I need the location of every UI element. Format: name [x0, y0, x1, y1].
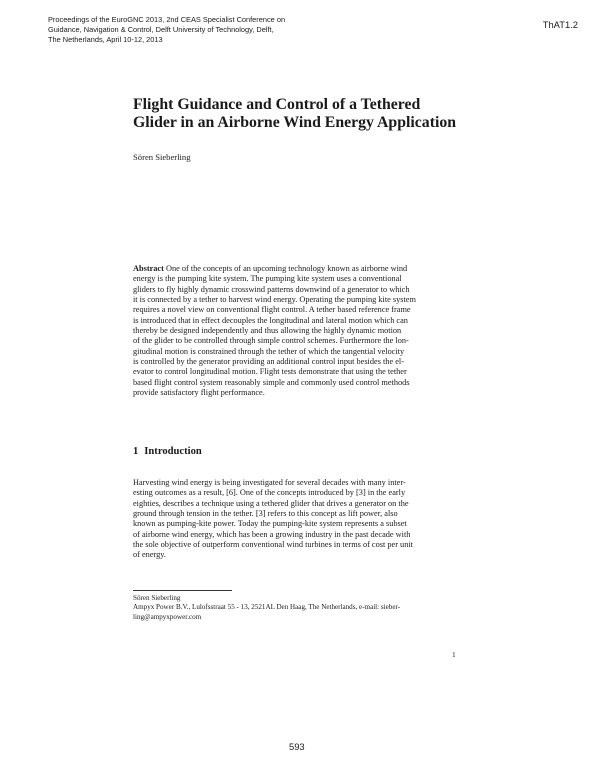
body-line: the sole objective of outperform conventional wind turbines in terms of cost per unit — [133, 540, 413, 550]
proceedings-page-number: 593 — [289, 741, 305, 752]
body-line: known as pumping-kite power. Today the pumping-kite system represents a subset — [133, 519, 407, 529]
body-line: of airborne wind energy, which has been a growing industry in the past decade with — [133, 529, 411, 539]
section-title: Introduction — [144, 446, 202, 457]
abstract-line: is introduced that in effect decouples the longitudinal and lateral motion which can — [133, 315, 408, 325]
body-line: eighties, describes a technique using a tethered glider that drives a generator on the — [133, 498, 409, 508]
title-line: Flight Guidance and Control of a Tethered — [133, 96, 421, 113]
abstract-line: of the glider to be controlled through simple control schemes. Furthermore the lon- — [133, 336, 409, 346]
abstract-line: gitudinal motion is constrained through the tether of which the tangential velocity — [133, 346, 405, 356]
proceedings-header — [48, 15, 378, 46]
footnote-line: Sören Sieberling — [133, 594, 181, 602]
page-number: 1 — [452, 650, 456, 659]
introduction-body — [133, 478, 467, 561]
footnote-line: Ampyx Power B.V., Lulofsstraat 55 - 13, 2521AL Den Haag, The Netherlands, e-mail: sieber- — [133, 603, 401, 612]
abstract — [133, 264, 467, 398]
author-footnote — [133, 594, 467, 622]
abstract-text: One of the concepts of an upcoming technology known as airborne wind — [163, 264, 408, 273]
header-line: Proceedings of the EuroGNC 2013, 2nd CEAS Specialist Conference on — [48, 15, 286, 24]
header-line: Guidance, Navigation & Control, Delft University of Technology, Delft, — [48, 25, 274, 35]
section-heading — [133, 446, 202, 457]
paper-title — [133, 96, 493, 132]
body-line: esting outcomes as a result, [6]. One of the concepts introduced by [3] in the early — [133, 488, 406, 498]
section-number: 1 — [133, 446, 139, 457]
body-line: of energy. — [133, 550, 166, 560]
abstract-line: evator to control longitudinal motion. Flight tests demonstrate that using the tether — [133, 367, 407, 377]
abstract-first-line — [133, 264, 467, 274]
body-line: Harvesting wind energy is being investigated for several decades with many inter- — [133, 478, 406, 487]
abstract-label: Abstract — [133, 264, 164, 273]
session-code: ThAT1.2 — [542, 19, 578, 30]
body-line: ground through tension in the tether. [3] refers to this concept as lift power, also — [133, 509, 398, 519]
header-line: The Netherlands, April 10-12, 2013 — [48, 35, 163, 45]
abstract-line: provide satisfactory flight performance. — [133, 388, 265, 398]
abstract-line: gliders to fly highly dynamic crosswind patterns downwind of a generator to which — [133, 284, 410, 294]
author-name: Sören Sieberling — [133, 152, 191, 162]
footnote-line: ling@ampyxpower.com — [133, 612, 202, 621]
footnote-rule — [133, 590, 232, 591]
title-line: Glider in an Airborne Wind Energy Application — [133, 114, 457, 131]
abstract-line: based flight control system reasonably simple and commonly used control methods — [133, 377, 410, 387]
abstract-line: is controlled by the generator providing an additional control input besides the el- — [133, 357, 404, 367]
abstract-line: energy is the pumping kite system. The pumping kite system uses a conventional — [133, 274, 402, 284]
abstract-line: requires a novel view on conventional flight control. A tether based reference frame — [133, 305, 411, 315]
abstract-line: thereby be designed independently and thus allowing the highly dynamic motion — [133, 326, 402, 336]
abstract-line: it is connected by a tether to harvest wind energy. Operating the pumping kite system — [133, 295, 416, 305]
